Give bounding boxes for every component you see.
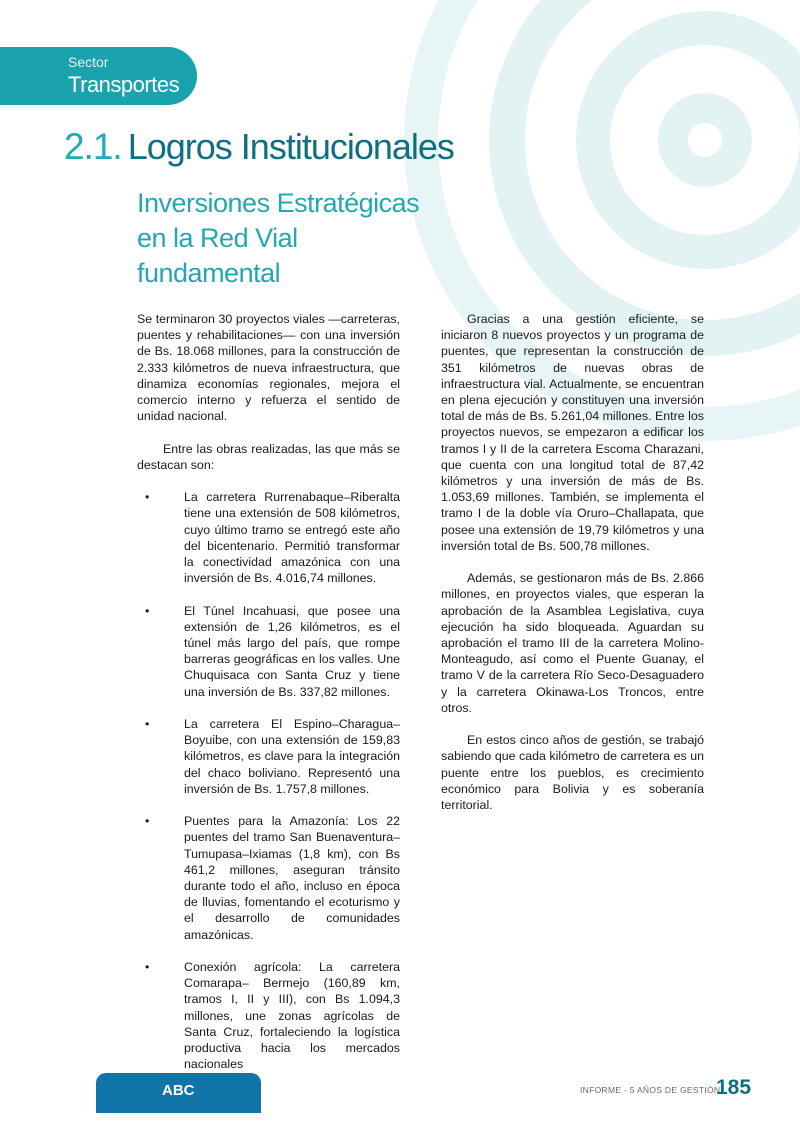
body-paragraph: En estos cinco años de gestión, se trabajó sabiendo que cada kilómetro de carretera es un puente entre los pueblos, es crecimiento económico para Bolivia y es soberanía territorial.	[441, 733, 704, 813]
section-subtitle	[137, 186, 457, 291]
list-item-text: La carretera El Espino–Charagua–Boyuibe, con una extensión de 159,83 kilómetros, es clave para la integración del chaco boliviano. Representó una inversión de Bs. 1.757,8 millones.	[184, 717, 400, 796]
list-item	[137, 489, 400, 586]
sector-label: Sector	[68, 54, 109, 70]
page-number: 185	[716, 1076, 752, 1099]
bullet-icon: •	[145, 490, 150, 505]
highlight-list	[137, 489, 400, 1072]
sector-name: Transportes	[68, 72, 180, 97]
bullet-icon: •	[145, 960, 150, 975]
left-column	[137, 311, 400, 1089]
bullet-icon: •	[145, 603, 150, 618]
footer-report-title: INFORME - 5 AÑOS DE GESTIÓN	[580, 1085, 721, 1095]
subtitle-line: Inversiones Estratégicas	[137, 188, 420, 218]
list-item-text: La carretera Rurrenabaque–Riberalta tiene una extensión de 508 kilómetros, cuyo último tramo se entregó este año del bicentenario. Permitió transformar la conectividad amazónica con una inversión de Bs. 4.016,74 millones.	[184, 490, 400, 586]
list-item	[137, 813, 400, 943]
page-title	[64, 126, 454, 168]
lead-paragraph: Entre las obras realizadas, las que más se destacan son:	[137, 441, 400, 472]
intro-paragraph: Se terminaron 30 proyectos viales —carreteras, puentes y rehabilitaciones— con una inversión de Bs. 18.068 millones, para la construcción de 2.333 kilómetros de nueva infraestructura, que dinamiza economías regionales, mejora el comercio interno y refuerza el sentido de unidad nacional.	[137, 312, 400, 424]
list-item-text: El Túnel Incahuasi, que posee una extensión de 1,26 kilómetros, es el túnel más largo del país, que rompe barreras geográficas en los valles. Une Chuquisaca con Santa Cruz y tiene una inversión de Bs. 337,82 millones.	[184, 603, 400, 699]
body-paragraph: Gracias a una gestión eficiente, se iniciaron 8 nuevos proyectos y un programa de puentes, que representan la construcción de 351 kilómetros de nuevas obras de infraestructura vial. Actualmente, se encuentran en plena ejecución y constituyen una inversión total de más de Bs. 5.261,04 millones. Entre los proyectos nuevos, se empezaron a edificar los tramos I y II de la carretera Escoma Charazani, que cuenta con una longitud total de 87,42 kilómetros y una inversión de más de Bs. 1.053,69 millones. También, se implementa el tramo I de la doble vía Oruro–Challapata, que posee una extensión de 19,79 kilómetros y una inversión total de Bs. 500,78 millones.	[441, 312, 704, 553]
section-number: 2.1.	[64, 126, 122, 167]
right-column	[441, 311, 704, 829]
bullet-icon: •	[145, 717, 150, 732]
list-item	[137, 716, 400, 797]
subtitle-line: en la Red Vial	[137, 223, 298, 253]
footer-label: ABC	[162, 1082, 195, 1099]
section-title: Logros Institucionales	[127, 126, 454, 167]
list-item	[137, 603, 400, 700]
list-item	[137, 959, 400, 1072]
list-item-text: Puentes para la Amazonía: Los 22 puentes del tramo San Buenaventura–Tumupasa–Ixiamas (1,8 km), con Bs 461,2 millones, aseguran tránsito durante todo el año, incluso en época de lluvias, fomentando el ecoturismo y el desarrollo de comunidades amazónicas.	[184, 814, 400, 942]
list-item-text: Conexión agrícola: La carretera Comarapa– Bermejo (160,89 km, tramos I, II y III), con Bs 1.094,3 millones, une zonas agrícolas de Santa Cruz, fortaleciendo la logística productiva hacia los mercados nacionales	[184, 960, 400, 1072]
bullet-icon: •	[145, 814, 150, 829]
subtitle-line: fundamental	[137, 258, 281, 288]
body-paragraph: Además, se gestionaron más de Bs. 2.866 millones, en proyectos viales, que esperan la aprobación de la Asamblea Legislativa, cuya ejecución ha sido bloqueada. Aguardan su aprobación el tramo III de la carretera Molino-Monteagudo, así como el Puente Guanay, el tramo V de la carretera Río Seco-Desaguadero y la carretera Okinawa-Los Troncos, entre otros.	[441, 571, 704, 715]
